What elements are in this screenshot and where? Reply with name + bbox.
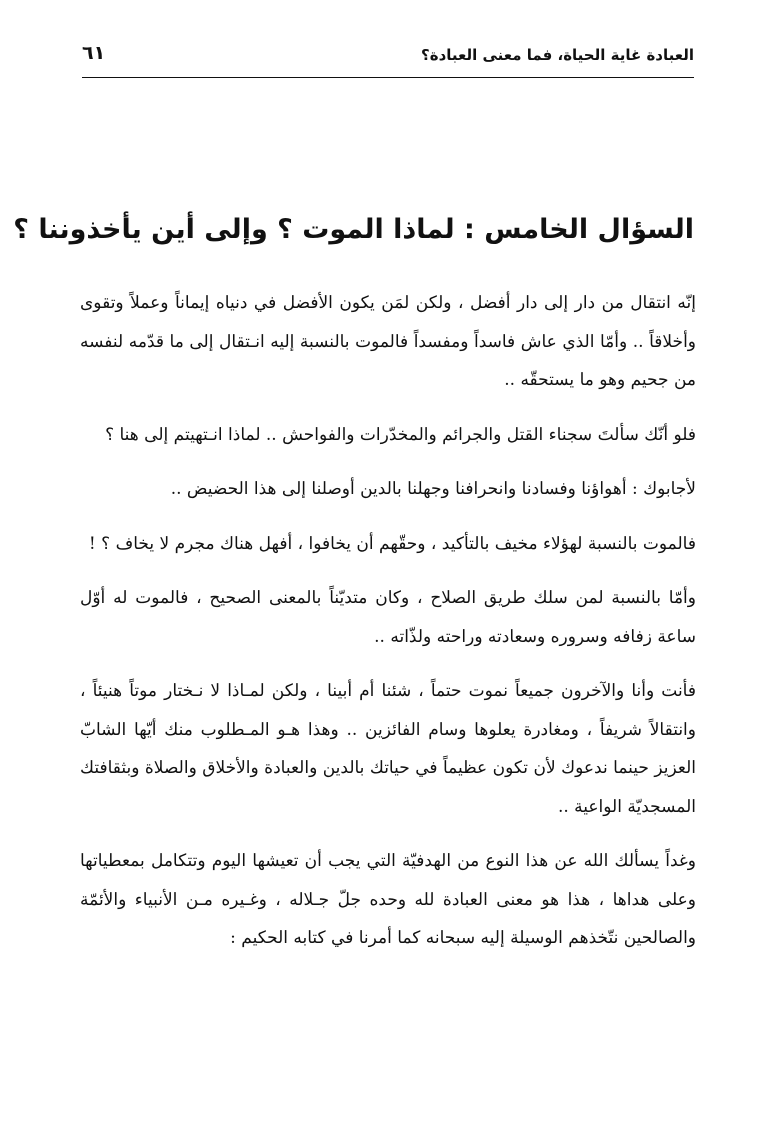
- header-rule: [82, 77, 694, 78]
- paragraph: إنّه انتقال من دار إلى دار أفضل ، ولكن لمَن يكون الأفضل في دنياه إيماناً وعملاً وتقوى وأخلاقاً .. وأمّا الذي عاش فاسداً ومفسداً فالموت بالنسبة إليه انـتقال إلى ما قدّمه لنفسه من جحيم وهو ما يستحقّه ..: [80, 293, 696, 390]
- paragraph: وأمّا بالنسبة لمن سلك طريق الصلاح ، وكان متديّناً بالمعنى الصحيح ، فالموت له أوّل ساعة زفافه وسروره وسعادته وراحته ولذّاته ..: [80, 588, 696, 647]
- paragraph: فأنت وأنا والآخرون جميعاً نموت حتماً ، شئنا أم أبينا ، ولكن لمـاذا لا نـختار موتاً هنيئاً ، وانتقالاً شريفاً ، ومغادرة يعلوها وسام الفائزين .. وهذا هـو المـطلوب منك أيّها الشابّ العزيز حينما ندعوك لأن تكون عظيماً في حياتك بالدين والعبادة والأخلاق والصلاة وبثقافتك المسجديّة الواعية ..: [80, 681, 696, 817]
- page-number: ٦١: [82, 42, 106, 64]
- body-text: [80, 284, 696, 974]
- running-title: العبادة غاية الحياة، فما معنى العبادة؟: [421, 46, 694, 64]
- section-title: السؤال الخامس : لماذا الموت ؟ وإلى أين يأخذوننا ؟: [13, 214, 694, 246]
- paragraph: فلو أنّك سألتَ سجناء القتل والجرائم والمخدّرات والفواحش .. لماذا انـتهيتم إلى هنا ؟: [105, 424, 696, 445]
- paragraph: لأجابوك : أهواؤنا وفسادنا وانحرافنا وجهلنا بالدين أوصلنا إلى هذا الحضيض ..: [170, 479, 696, 499]
- paragraph: وغداً يسألك الله عن هذا النوع من الهدفيّة التي يجب أن تعيشها اليوم وتتكامل بمعطياتها وعلى هداها ، هذا هو معنى العبادة لله وحده جلّ جـلاله ، وغـيره مـن الأنبياء والأئمّة والصالحين نتّخذهم الوسيلة إليه سبحانه كما أمرنا في كتابه الحكيم :: [80, 851, 696, 948]
- running-header: [82, 38, 694, 78]
- paragraph: فالموت بالنسبة لهؤلاء مخيف بالتأكيد ، وحقّهم أن يخافوا ، أفهل هناك مجرم لا يخاف ؟ !: [88, 533, 696, 554]
